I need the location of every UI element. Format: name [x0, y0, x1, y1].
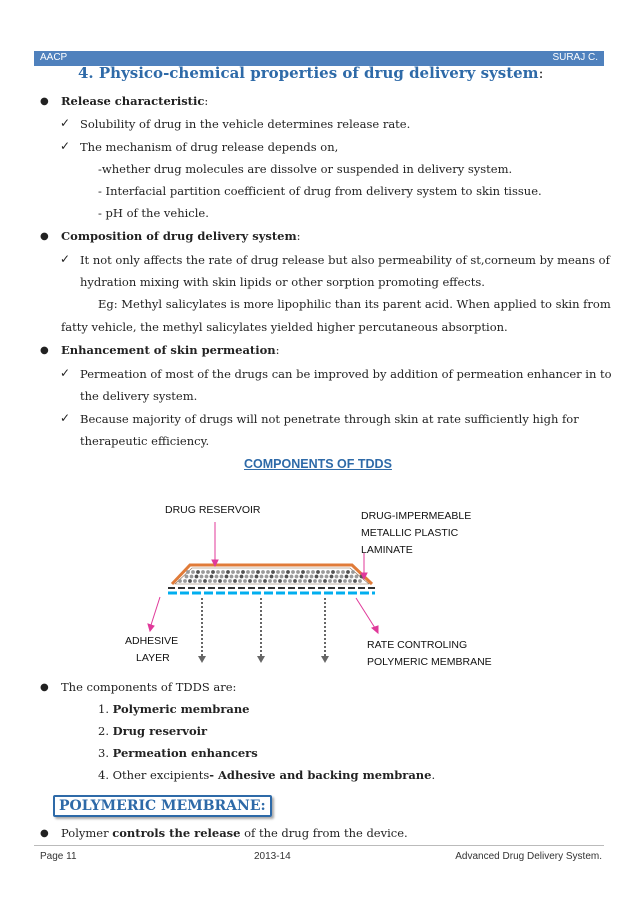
drug-particle [270, 575, 274, 579]
release-sub3: - pH of the vehicle. [98, 206, 209, 220]
drug-particle [321, 570, 325, 574]
label-laminate-line3: LAMINATE [361, 544, 413, 556]
drug-particle [305, 575, 309, 579]
drug-particle [333, 579, 337, 583]
drug-particle [215, 575, 219, 579]
drug-particle [348, 579, 352, 583]
drug-particle [281, 570, 285, 574]
drug-particle [293, 579, 297, 583]
drug-particle [238, 579, 242, 583]
drug-particle [196, 570, 200, 574]
drug-particle [225, 575, 229, 579]
drug-particle [345, 575, 349, 579]
component-item-2 [98, 724, 207, 738]
release-heading-line [61, 94, 208, 108]
pointer-arrows [148, 522, 378, 633]
drug-particle [256, 570, 260, 574]
drug-particle [198, 579, 202, 583]
section-title-text: 4. Physico-chemical properties of drug delivery system [78, 64, 539, 82]
item-number: 2. [98, 724, 109, 738]
drug-particle [301, 570, 305, 574]
label-laminate-line1: DRUG-IMPERMEABLE [361, 510, 472, 522]
drug-particle [288, 579, 292, 583]
drug-particle [218, 579, 222, 583]
release-sub1: -whether drug molecules are dissolve or suspended in delivery system. [98, 162, 513, 176]
footer-year: 2013-14 [254, 851, 291, 862]
drug-particle [346, 570, 350, 574]
drug-particle [266, 570, 270, 574]
drug-particle [303, 579, 307, 583]
footer-divider [34, 845, 604, 846]
item-text: Polymeric membrane [112, 702, 250, 716]
drug-particle [320, 575, 324, 579]
check-icon: ✓ [60, 252, 71, 266]
drug-particle [336, 570, 340, 574]
drug-particle [243, 579, 247, 583]
drug-particle [283, 579, 287, 583]
drug-particle [253, 579, 257, 583]
drug-particle [240, 575, 244, 579]
drug-particle [268, 579, 272, 583]
drug-particle [331, 570, 335, 574]
header-right: SURAJ C. [552, 52, 598, 63]
section-title [78, 64, 544, 82]
drug-particle [185, 575, 189, 579]
item-text: Permeation enhancers [112, 746, 258, 760]
drug-particle [195, 575, 199, 579]
drug-particle [216, 570, 220, 574]
drug-particle [315, 575, 319, 579]
drug-particle [318, 579, 322, 583]
enhancement-check1-line2: the delivery system. [80, 389, 198, 403]
drug-particle [326, 570, 330, 574]
label-adhesive-line1: ADHESIVE [125, 635, 179, 647]
drug-particle [325, 575, 329, 579]
drug-particle [306, 570, 310, 574]
drug-particle [200, 575, 204, 579]
item-text: 4. Other excipients [98, 768, 210, 782]
drug-particle [350, 575, 354, 579]
drug-particle [211, 570, 215, 574]
components-intro: The components of TDDS are: [61, 680, 237, 694]
item-text: Drug reservoir [112, 724, 208, 738]
drug-particle [341, 570, 345, 574]
drug-particle [241, 570, 245, 574]
drug-particle [338, 579, 342, 583]
drug-particle [178, 579, 182, 583]
enhancement-heading: Enhancement of skin permeation [61, 343, 276, 357]
polymeric-line [61, 826, 408, 840]
polymeric-pre: Polymer [61, 826, 113, 840]
label-rate-line2: POLYMERIC MEMBRANE [367, 656, 492, 668]
section-title-colon: : [538, 64, 544, 82]
bullet-icon: ● [40, 345, 49, 356]
drug-particle [353, 579, 357, 583]
drug-particle [275, 575, 279, 579]
backing-laminate [172, 565, 372, 584]
release-check2: The mechanism of drug release depends on, [80, 140, 339, 154]
enhancement-check2-line1: Because majority of drugs will not penetrate through skin at rate sufficiently high for [80, 412, 579, 426]
drug-particle [236, 570, 240, 574]
polymeric-bold: controls the release [112, 826, 241, 840]
drug-particles [178, 570, 363, 583]
drug-particle [213, 579, 217, 583]
bullet-icon: ● [40, 828, 49, 839]
item-end: . [431, 768, 436, 782]
enhancement-check2-line2: therapeutic efficiency. [80, 434, 210, 448]
drug-particle [233, 579, 237, 583]
drug-particle [250, 575, 254, 579]
label-adhesive-line2: LAYER [136, 652, 170, 664]
component-item-4 [98, 768, 435, 782]
drug-particle [273, 579, 277, 583]
drug-particle [335, 575, 339, 579]
drug-particle [311, 570, 315, 574]
item-number: 3. [98, 746, 109, 760]
drug-particle [276, 570, 280, 574]
drug-particle [360, 575, 364, 579]
drug-particle [358, 579, 362, 583]
drug-particle [316, 570, 320, 574]
composition-heading-line [61, 229, 301, 243]
drug-particle [263, 579, 267, 583]
drug-particle [210, 575, 214, 579]
drug-particle [193, 579, 197, 583]
drug-particle [328, 579, 332, 583]
drug-particle [340, 575, 344, 579]
footer-course: Advanced Drug Delivery System. [455, 851, 602, 862]
check-icon: ✓ [60, 139, 71, 153]
drug-particle [290, 575, 294, 579]
drug-particle [355, 575, 359, 579]
drug-particle [230, 575, 234, 579]
drug-particle [285, 575, 289, 579]
drug-particle [206, 570, 210, 574]
drug-particle [251, 570, 255, 574]
drug-particle [258, 579, 262, 583]
drug-particle [278, 579, 282, 583]
drug-particle [291, 570, 295, 574]
drug-particle [330, 575, 334, 579]
polymeric-post: of the drug from the device. [240, 826, 408, 840]
drug-particle [226, 570, 230, 574]
drug-particle [220, 575, 224, 579]
drug-particle [190, 575, 194, 579]
composition-check1-line2: hydration mixing with skin lipids or other sorption promoting effects. [80, 275, 485, 289]
composition-check1-line1: It not only affects the rate of drug release but also permeability of st,corneum by means of [80, 253, 610, 267]
label-rate-line1: RATE CONTROLING [367, 639, 468, 651]
component-item-3 [98, 746, 258, 760]
drug-particle [223, 579, 227, 583]
drug-particle [265, 575, 269, 579]
composition-eg-line2: fatty vehicle, the methyl salicylates yielded higher percutaneous absorption. [61, 320, 508, 334]
drug-particle [271, 570, 275, 574]
drug-particle [246, 570, 250, 574]
drug-particle [235, 575, 239, 579]
drug-particle [323, 579, 327, 583]
release-colon: : [204, 94, 209, 108]
release-arrows [202, 598, 325, 658]
drug-particle [300, 575, 304, 579]
drug-particle [298, 579, 302, 583]
drug-particle [188, 579, 192, 583]
composition-colon: : [296, 229, 301, 243]
drug-particle [245, 575, 249, 579]
drug-particle [295, 575, 299, 579]
bullet-icon: ● [40, 96, 49, 107]
check-icon: ✓ [60, 366, 71, 380]
bullet-icon: ● [40, 682, 49, 693]
composition-eg-line1: Eg: Methyl salicylates is more lipophilic than its parent acid. When applied to skin from [98, 297, 611, 311]
release-sub2: - Interfacial partition coefficient of drug from delivery system to skin tissue. [98, 184, 542, 198]
bullet-icon: ● [40, 231, 49, 242]
release-check1: Solubility of drug in the vehicle determines release rate. [80, 117, 411, 131]
components-title: COMPONENTS OF TDDS [244, 457, 392, 471]
drug-particle [260, 575, 264, 579]
polymeric-membrane-heading: POLYMERIC MEMBRANE: [53, 795, 272, 817]
drug-particle [255, 575, 259, 579]
drug-particle [208, 579, 212, 583]
drug-particle [186, 570, 190, 574]
drug-particle [280, 575, 284, 579]
header-left: AACP [40, 52, 68, 63]
drug-particle [191, 570, 195, 574]
drug-particle [183, 579, 187, 583]
drug-particle [261, 570, 265, 574]
drug-particle [296, 570, 300, 574]
drug-particle [286, 570, 290, 574]
drug-particle [201, 570, 205, 574]
enhancement-check1-line1: Permeation of most of the drugs can be improved by addition of permeation enhancer in to [80, 367, 612, 381]
drug-particle [205, 575, 209, 579]
release-heading: Release characteristic [61, 94, 205, 108]
drug-particle [308, 579, 312, 583]
item-bold: - Adhesive and backing membrane [209, 768, 432, 782]
enhancement-heading-line [61, 343, 280, 357]
footer-page: Page 11 [40, 851, 77, 862]
drug-particle [248, 579, 252, 583]
drug-particle [221, 570, 225, 574]
drug-particle [228, 579, 232, 583]
drug-particle [343, 579, 347, 583]
check-icon: ✓ [60, 116, 71, 130]
drug-particle [351, 570, 355, 574]
label-drug-reservoir: DRUG RESERVOIR [165, 504, 261, 516]
drug-particle [231, 570, 235, 574]
item-number: 1. [98, 702, 109, 716]
component-item-1 [98, 702, 250, 716]
label-laminate-line2: METALLIC PLASTIC [361, 527, 459, 539]
drug-particle [313, 579, 317, 583]
enhancement-colon: : [275, 343, 280, 357]
composition-heading: Composition of drug delivery system [61, 229, 297, 243]
drug-particle [310, 575, 314, 579]
check-icon: ✓ [60, 411, 71, 425]
drug-particle [203, 579, 207, 583]
